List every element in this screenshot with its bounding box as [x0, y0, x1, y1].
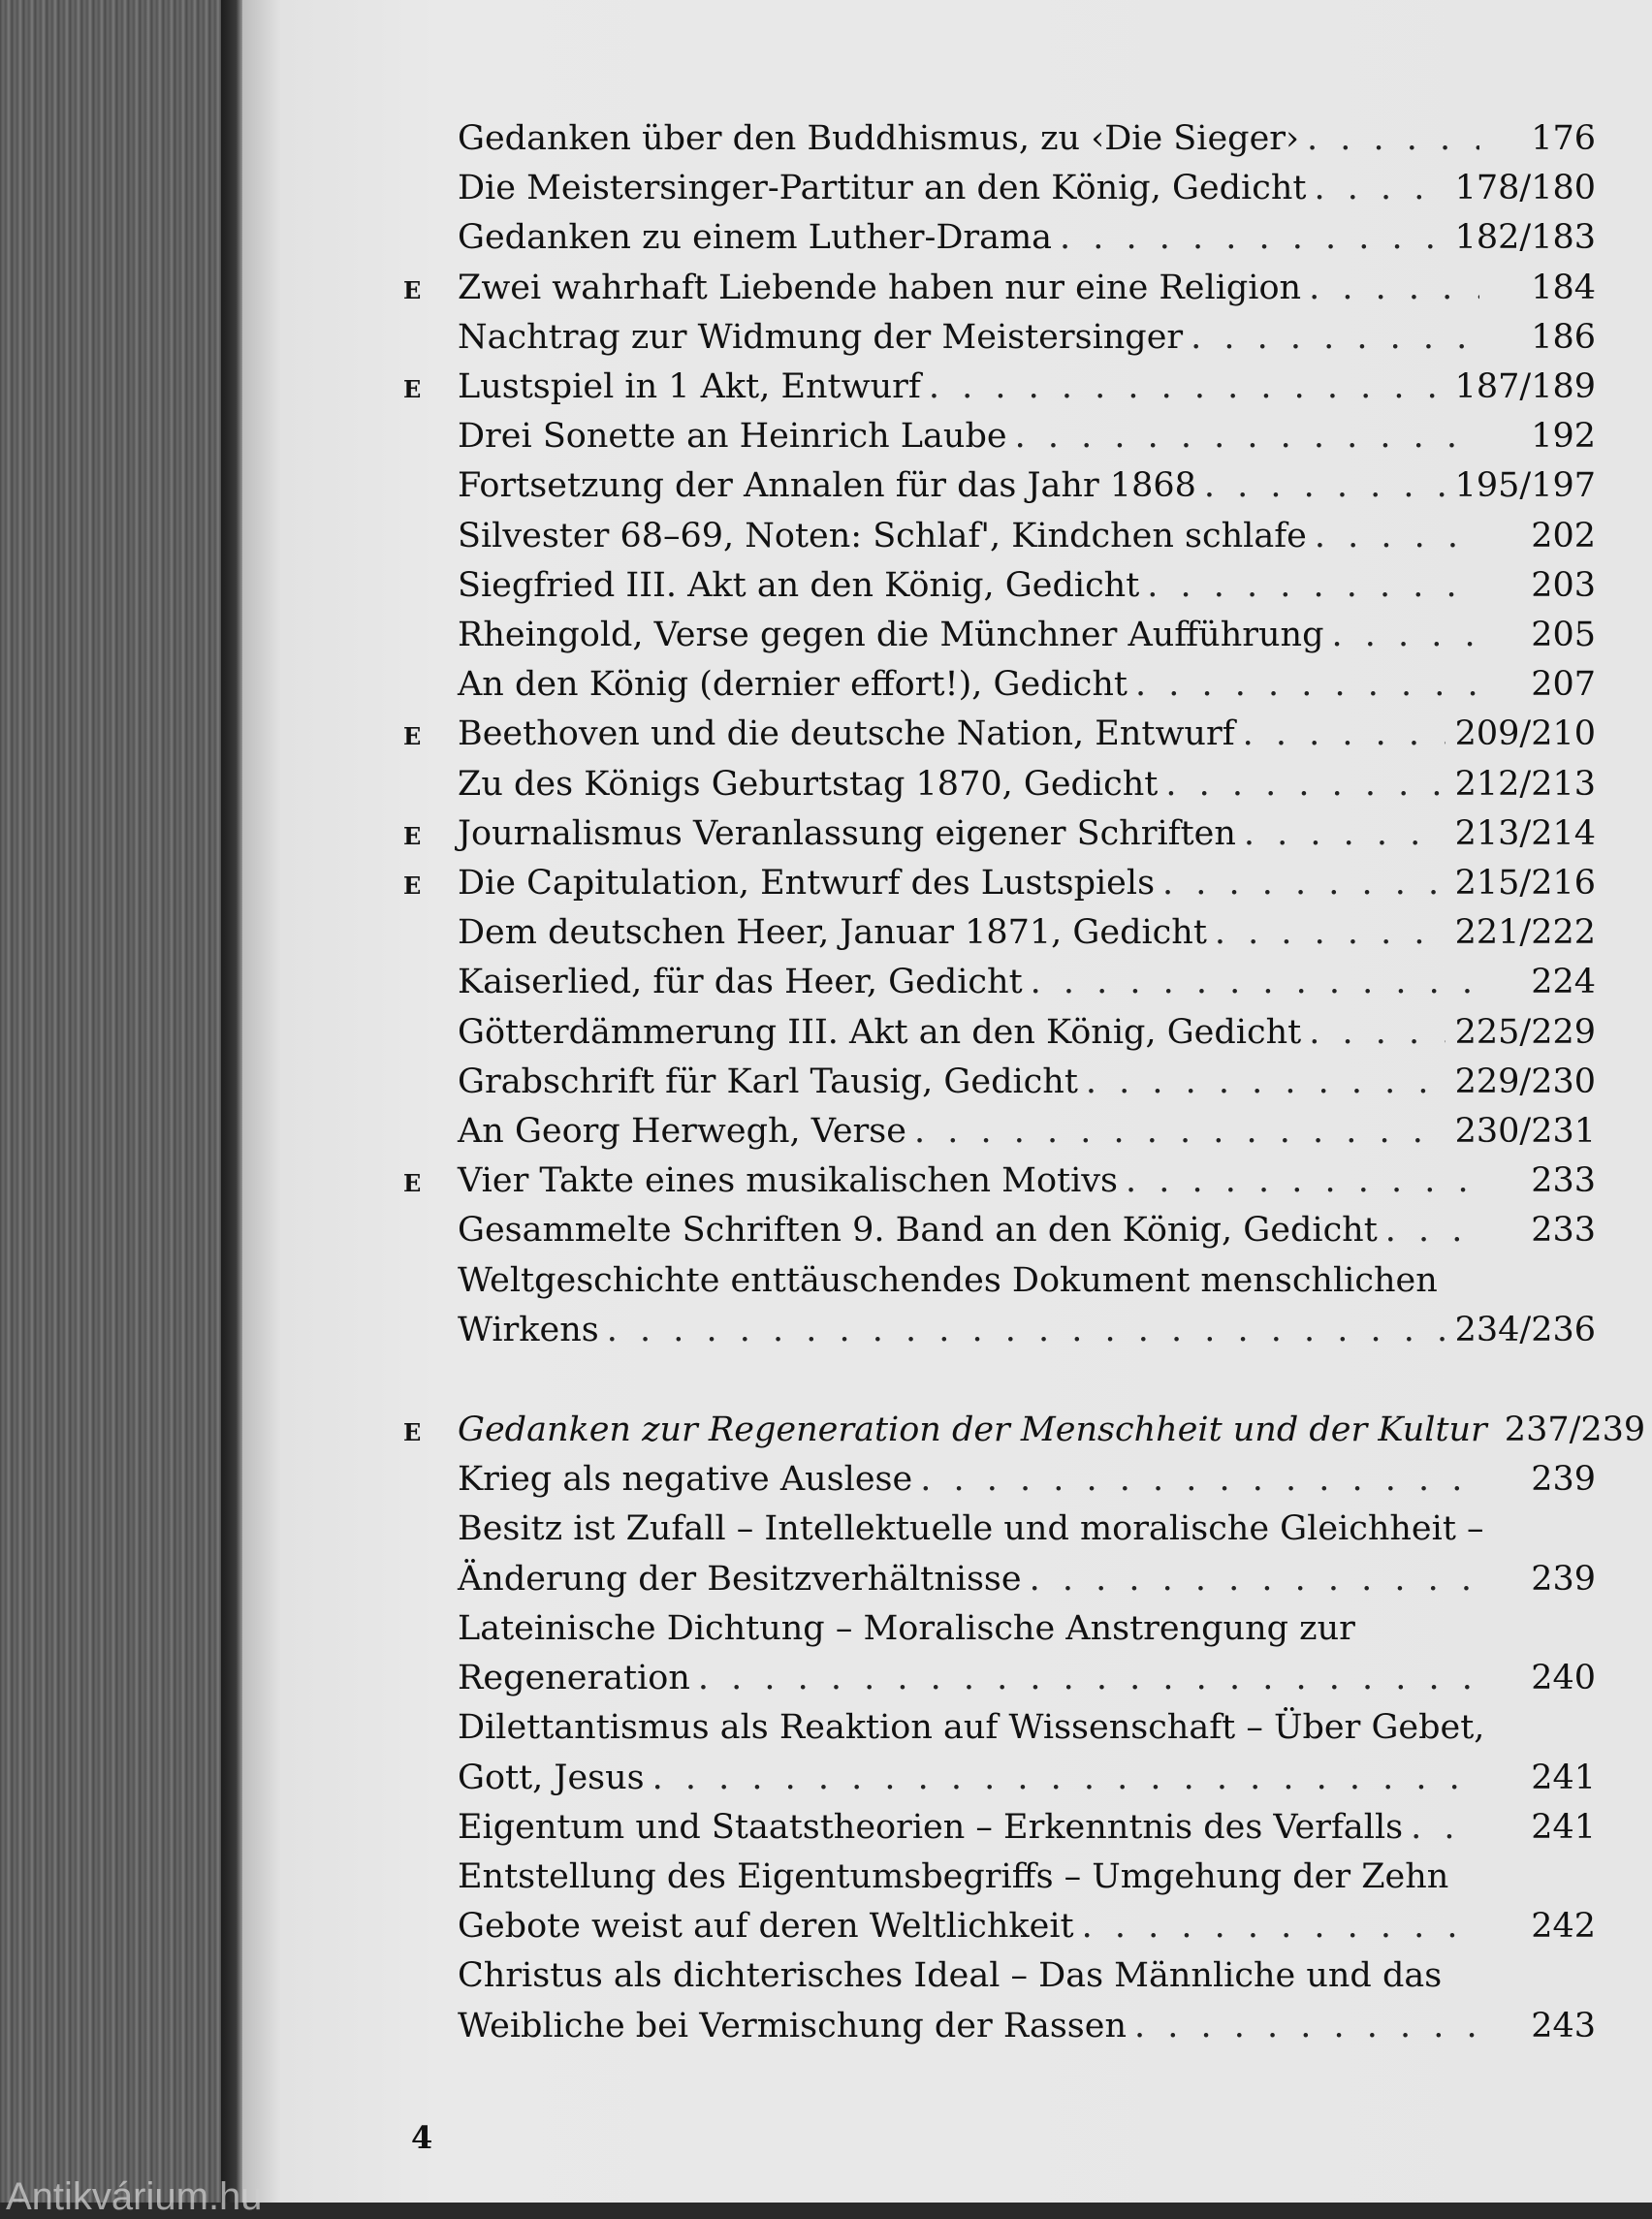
toc-entry-title: Besitz ist Zufall – Intellektuelle und moralische Gleichheit – — [458, 1509, 1484, 1549]
toc-entry — [403, 1206, 1596, 1255]
toc-entry-title: Weibliche bei Vermischung der Rassen — [458, 2006, 1128, 2045]
toc-entry-title: Kaiserlied, für das Heer, Gedicht — [458, 963, 1023, 1002]
dot-leader — [1411, 1803, 1479, 1853]
table-of-contents — [403, 114, 1646, 2051]
toc-entry-title: Nachtrag zur Widmung der Meistersinger — [458, 317, 1184, 357]
page-number: 4 — [411, 2119, 433, 2156]
entwurf-marker: E — [403, 821, 423, 850]
toc-entry-page: 207 — [1531, 665, 1596, 705]
toc-entry-title: Silvester 68–69, Noten: Schlaf', Kindchen schlafe — [458, 516, 1307, 555]
toc-entry-page: 229/230 — [1454, 1062, 1596, 1101]
toc-entry — [403, 1505, 1596, 1603]
toc-entry-title: Vier Takte eines musikalischen Motivs — [458, 1161, 1119, 1201]
toc-entry-page: 184 — [1531, 268, 1596, 307]
toc-entry-title: Die Meistersinger-Partitur an den König, Gedicht — [458, 169, 1307, 208]
dot-leader — [652, 1754, 1479, 1803]
dot-leader — [1215, 908, 1446, 958]
toc-entry-page: 239 — [1531, 1460, 1596, 1500]
toc-entry-title: Gott, Jesus — [458, 1758, 645, 1797]
toc-entry-page: 237/239 — [1504, 1411, 1646, 1450]
section-gap — [403, 1355, 1596, 1406]
dot-leader — [1165, 760, 1445, 809]
watermark: Antikvárium.hu — [6, 2175, 263, 2218]
toc-entry — [403, 958, 1596, 1007]
toc-entry-title: Regeneration — [458, 1659, 690, 1698]
dot-leader — [1162, 859, 1446, 908]
toc-entry-page: 243 — [1531, 2006, 1596, 2045]
toc-entry — [403, 908, 1596, 958]
toc-entry-page: 202 — [1531, 516, 1596, 555]
dot-leader — [1031, 958, 1479, 1007]
toc-entry — [403, 1008, 1596, 1058]
dot-leader — [1082, 1902, 1479, 1951]
toc-entry-title: Weltgeschichte enttäuschendes Dokument menschlichen — [458, 1260, 1438, 1300]
dot-leader — [698, 1654, 1479, 1703]
toc-entry-page: 224 — [1531, 963, 1596, 1002]
dot-leader — [1385, 1206, 1479, 1255]
toc-entry-page: 205 — [1531, 616, 1596, 655]
toc-entry — [403, 461, 1596, 511]
toc-entry-page: 195/197 — [1454, 466, 1596, 506]
toc-entry-page: 233 — [1531, 1211, 1596, 1251]
dot-leader — [1204, 461, 1446, 511]
toc-entry — [403, 164, 1596, 213]
toc-entry-page: 230/231 — [1454, 1112, 1596, 1152]
toc-entry-page: 221/222 — [1454, 913, 1596, 953]
toc-entry — [403, 313, 1596, 363]
toc-entry-page: 241 — [1531, 1807, 1596, 1847]
toc-entry-title: Eigentum und Staatstheorien – Erkenntnis des Verfalls — [458, 1807, 1404, 1847]
toc-entry-page: 241 — [1531, 1758, 1596, 1797]
toc-entry-title: Gedanken zur Regeneration der Menschheit und der Kultur — [458, 1411, 1487, 1450]
toc-entry-title: Zwei wahrhaft Liebende haben nur eine Religion — [458, 268, 1302, 307]
toc-entry — [403, 710, 1596, 759]
toc-entry-title: An den König (dernier effort!), Gedicht — [458, 665, 1128, 705]
dot-leader — [1134, 2002, 1479, 2051]
toc-entry-page: 203 — [1531, 565, 1596, 605]
dot-leader — [1314, 164, 1445, 213]
toc-entry-title: An Georg Herwegh, Verse — [458, 1112, 906, 1152]
toc-entry-page: 215/216 — [1454, 864, 1596, 903]
toc-entry-title: Zu des Königs Geburtstag 1870, Gedicht — [458, 764, 1159, 804]
toc-entry-page: 233 — [1531, 1161, 1596, 1201]
toc-entry — [403, 1157, 1596, 1206]
toc-entry — [403, 412, 1596, 461]
toc-entry-title: Änderung der Besitzverhältnisse — [458, 1559, 1022, 1599]
toc-entry-title: Dem deutschen Heer, Januar 1871, Gedicht — [458, 913, 1207, 953]
book-spine — [0, 0, 233, 2203]
dot-leader — [1060, 213, 1446, 263]
toc-entry — [403, 561, 1596, 611]
toc-entry-title: Gedanken über den Buddhismus, zu ‹Die Sieger› — [458, 119, 1300, 158]
toc-entry-page: 212/213 — [1454, 764, 1596, 804]
toc-entry — [403, 1853, 1596, 1951]
toc-entry — [403, 859, 1596, 908]
entwurf-marker: E — [403, 1418, 423, 1447]
toc-entry-title: Lustspiel in 1 Akt, Entwurf — [458, 367, 921, 407]
toc-entry-page: 192 — [1531, 417, 1596, 457]
toc-entry — [403, 1058, 1596, 1107]
entwurf-marker: E — [403, 722, 423, 751]
dot-leader — [920, 1455, 1479, 1505]
toc-entry — [403, 1703, 1596, 1802]
dot-leader — [1315, 512, 1479, 561]
toc-entry-title: Grabschrift für Karl Tausig, Gedicht — [458, 1062, 1078, 1101]
toc-entry-page: 213/214 — [1454, 813, 1596, 853]
toc-entry-title: Götterdämmerung III. Akt an den König, Gedicht — [458, 1012, 1302, 1052]
dot-leader — [1309, 1008, 1445, 1058]
toc-entry-page: 242 — [1531, 1907, 1596, 1947]
dot-leader — [1309, 264, 1479, 313]
toc-entry — [403, 363, 1596, 412]
toc-entry-page: 186 — [1531, 317, 1596, 357]
dot-leader — [1307, 114, 1479, 164]
toc-entry-page: 234/236 — [1454, 1310, 1596, 1349]
dot-leader — [1015, 412, 1479, 461]
dot-leader — [929, 363, 1446, 412]
dot-leader — [1243, 710, 1446, 759]
toc-entry — [403, 114, 1596, 164]
dot-leader — [607, 1306, 1446, 1355]
toc-entry-title: Gesammelte Schriften 9. Band an den König, Gedicht — [458, 1211, 1378, 1251]
toc-entry — [403, 1604, 1596, 1703]
toc-entry-title: Siegfried III. Akt an den König, Gedicht — [458, 565, 1140, 605]
toc-entry-title: Rheingold, Verse gegen die Münchner Aufführung — [458, 616, 1324, 655]
toc-entry — [403, 213, 1596, 263]
toc-entry-title: Journalismus Veranlassung eigener Schriften — [458, 813, 1236, 853]
toc-entry-title: Beethoven und die deutsche Nation, Entwurf — [458, 714, 1235, 754]
toc-entry-page: 176 — [1531, 119, 1596, 158]
dot-leader — [914, 1107, 1446, 1157]
dot-leader — [1086, 1058, 1446, 1107]
toc-entry — [403, 264, 1596, 313]
toc-entry-title: Fortsetzung der Annalen für das Jahr 1868 — [458, 466, 1196, 506]
toc-entry-page: 182/183 — [1454, 218, 1596, 258]
dot-leader — [1126, 1157, 1479, 1206]
toc-entry-page: 187/189 — [1454, 367, 1596, 407]
toc-entry — [403, 1256, 1596, 1355]
entwurf-marker: E — [403, 275, 423, 304]
toc-entry-page: 239 — [1531, 1559, 1596, 1599]
dot-leader — [1191, 313, 1479, 363]
toc-entry — [403, 1107, 1596, 1157]
dot-leader — [1135, 660, 1479, 710]
toc-entry-title: Entstellung des Eigentumsbegriffs – Umgehung der Zehn — [458, 1856, 1449, 1896]
toc-entry — [403, 760, 1596, 809]
toc-entry-title: Lateinische Dichtung – Moralische Anstrengung zur — [458, 1608, 1355, 1648]
toc-entry-title: Christus als dichterisches Ideal – Das Männliche und das — [458, 1956, 1443, 1996]
toc-entry-title: Krieg als negative Auslese — [458, 1460, 913, 1500]
toc-entry — [403, 1803, 1596, 1853]
toc-entry-page: 209/210 — [1454, 714, 1596, 754]
toc-entry — [403, 1455, 1596, 1505]
dot-leader — [1147, 561, 1479, 611]
toc-entry-page: 178/180 — [1454, 169, 1596, 208]
toc-entry-page: 240 — [1531, 1659, 1596, 1698]
toc-entry — [403, 512, 1596, 561]
toc-entry-title: Die Capitulation, Entwurf des Lustspiels — [458, 864, 1156, 903]
toc-entry-title: Gebote weist auf deren Weltlichkeit — [458, 1907, 1074, 1947]
entwurf-marker: E — [403, 872, 423, 901]
toc-entry — [403, 660, 1596, 710]
toc-entry — [403, 1951, 1596, 2050]
dot-leader — [1030, 1555, 1479, 1604]
book-page — [242, 0, 1652, 2203]
toc-entry-page: 225/229 — [1454, 1012, 1596, 1052]
dot-leader — [1331, 611, 1479, 660]
entwurf-marker: E — [403, 375, 423, 404]
toc-entry-title: Dilettantismus als Reaktion auf Wissenschaft – Über Gebet, — [458, 1708, 1485, 1748]
entwurf-marker: E — [403, 1169, 423, 1198]
toc-entry-title: Gedanken zu einem Luther-Drama — [458, 218, 1053, 258]
toc-entry — [403, 809, 1596, 859]
dot-leader — [1244, 809, 1446, 859]
toc-entry-title: Wirkens — [458, 1310, 599, 1349]
toc-entry — [403, 611, 1596, 660]
toc-entry-title: Drei Sonette an Heinrich Laube — [458, 417, 1007, 457]
toc-entry — [403, 1406, 1646, 1455]
